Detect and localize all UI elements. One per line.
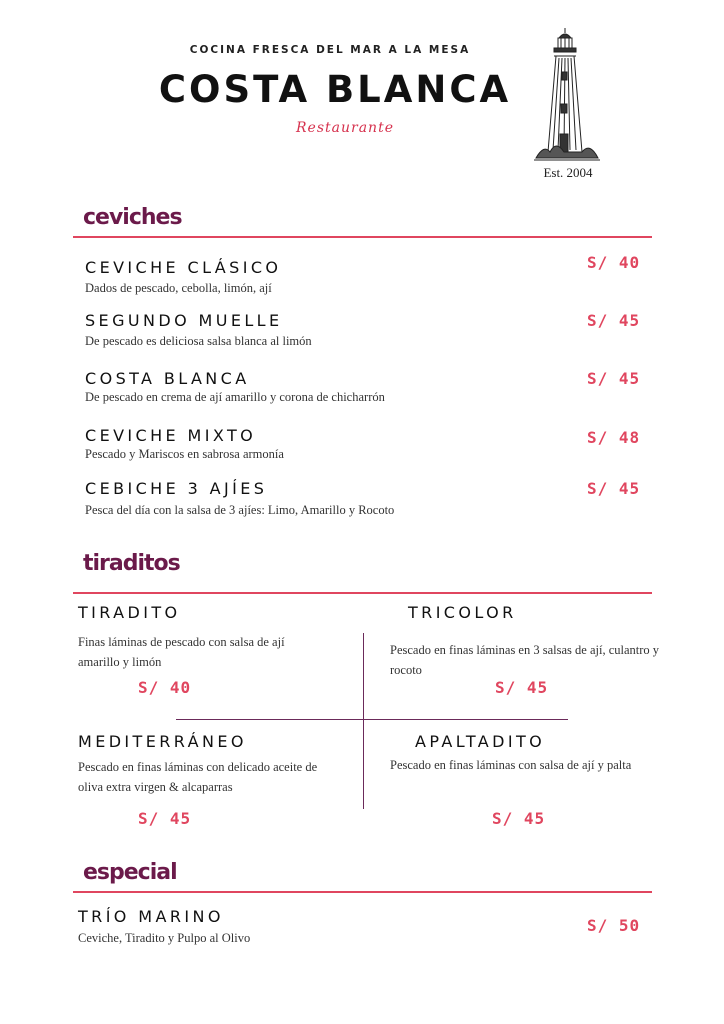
menu-item-name: CEVICHE CLÁSICO xyxy=(85,258,282,277)
section-divider xyxy=(73,236,652,238)
menu-item-description: De pescado es deliciosa salsa blanca al limón xyxy=(85,334,312,348)
menu-item-description: Pescado en finas láminas en 3 salsas de ají, culantro y rocoto xyxy=(390,643,660,677)
menu-item-price: S/ 45 xyxy=(495,678,549,697)
section-title-ceviches: ceviches xyxy=(83,205,182,230)
menu-item-name: CEBICHE 3 AJÍES xyxy=(85,479,268,498)
menu-item-description: Pescado en finas láminas con salsa de ají y palta xyxy=(390,758,632,772)
grid-divider-horizontal xyxy=(176,719,568,720)
restaurant-subtitle: Restaurante xyxy=(296,120,394,136)
section-title-tiraditos: tiraditos xyxy=(83,551,180,576)
menu-item-name: SEGUNDO MUELLE xyxy=(85,311,283,330)
menu-item-price: S/ 40 xyxy=(138,678,192,697)
lighthouse-icon xyxy=(534,26,600,166)
menu-item-price: S/ 45 xyxy=(587,311,641,330)
menu-item-name: TRÍO MARINO xyxy=(78,907,224,926)
restaurant-name: COSTA BLANCA xyxy=(158,68,512,111)
menu-item-name: TIRADITO xyxy=(78,603,181,622)
menu-item-name: CEVICHE MIXTO xyxy=(85,426,257,445)
menu-item-price: S/ 40 xyxy=(587,253,641,272)
menu-item-description: Dados de pescado, cebolla, limón, ají xyxy=(85,281,272,295)
menu-item-price: S/ 45 xyxy=(587,369,641,388)
section-divider xyxy=(73,891,652,893)
section-divider xyxy=(73,592,652,594)
menu-item-price: S/ 50 xyxy=(587,916,641,935)
grid-divider-vertical xyxy=(363,633,364,809)
menu-item-price: S/ 45 xyxy=(492,809,546,828)
menu-item-name: APALTADITO xyxy=(415,732,546,751)
menu-item-price: S/ 45 xyxy=(587,479,641,498)
tagline: COCINA FRESCA DEL MAR A LA MESA xyxy=(189,44,471,56)
menu-item-description: Ceviche, Tiradito y Pulpo al Olivo xyxy=(78,931,251,945)
menu-item-description: Finas láminas de pescado con salsa de ají amarillo y limón xyxy=(78,635,285,669)
menu-item-name: MEDITERRÁNEO xyxy=(78,732,247,751)
menu-item-name: TRICOLOR xyxy=(408,603,517,622)
established-year: Est. 2004 xyxy=(543,165,593,180)
menu-item-price: S/ 45 xyxy=(138,809,192,828)
menu-item-description: Pesca del día con la salsa de 3 ajíes: Limo, Amarillo y Rocoto xyxy=(85,503,395,517)
menu-item-description: De pescado en crema de ají amarillo y corona de chicharrón xyxy=(85,390,385,404)
menu-item-name: COSTA BLANCA xyxy=(85,369,250,388)
menu-item-price: S/ 48 xyxy=(587,428,641,447)
menu-item-description: Pescado y Mariscos en sabrosa armonía xyxy=(85,447,284,461)
menu-item-description: Pescado en finas láminas con delicado aceite de oliva extra virgen & alcaparras xyxy=(78,760,318,794)
section-title-especial: especial xyxy=(83,860,177,885)
